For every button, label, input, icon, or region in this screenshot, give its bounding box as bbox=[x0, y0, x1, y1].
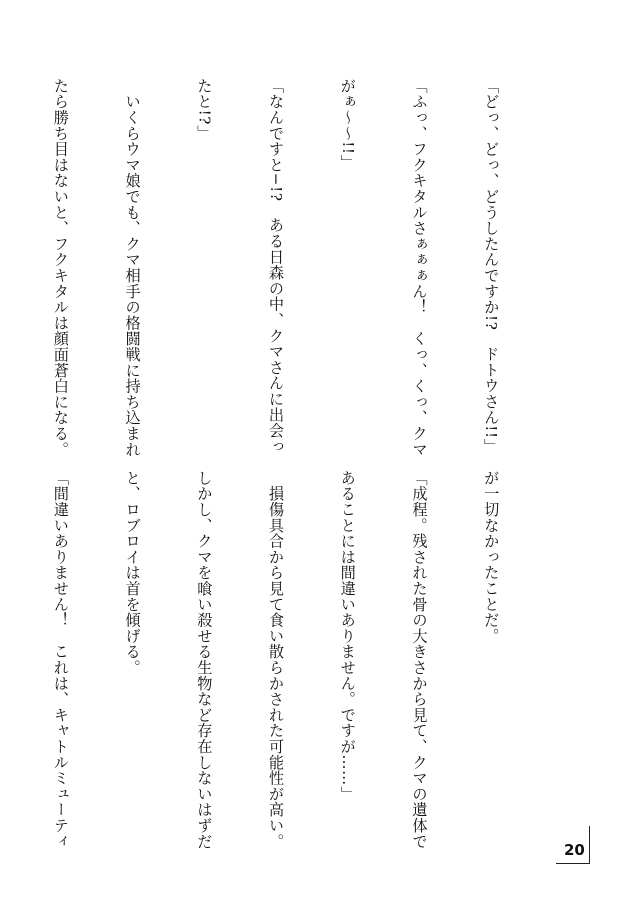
text-line: 「どっ、どっ、どうしたんですか!? ドトウさん!!」 bbox=[482, 78, 501, 455]
text-line: が一切なかったことだ。 bbox=[482, 470, 501, 644]
text-line: 「なんですと−!? ある日森の中、クマさんに出会っ bbox=[267, 78, 286, 455]
page-number-rule-vertical bbox=[589, 826, 590, 864]
text-line: 損傷具合から見て食い散らかされた可能性が高い。 bbox=[267, 470, 286, 850]
text-line: いくらウマ娘でも、クマ相手の格闘戦に持ち込まれ bbox=[123, 78, 142, 458]
text-line: 「間違いありません！ これは、キャトルミューティ bbox=[51, 470, 70, 850]
text-block-top bbox=[51, 78, 550, 458]
text-line: がぁ〜〜!!」 bbox=[338, 78, 357, 171]
text-line: 「ふっ、フクキタルさぁぁぁん！ くっ、くっ、クマ bbox=[410, 78, 429, 458]
page-number: 20 bbox=[564, 841, 585, 859]
text-line: しかし、クマを喰い殺せる生物など存在しないはずだ bbox=[195, 470, 214, 850]
text-line: あることには間違いありません。ですが……」 bbox=[338, 470, 357, 802]
text-line: たら勝ち目はないと、フクキタルは顔面蒼白になる。 bbox=[51, 78, 70, 458]
page-number-rule-horizontal bbox=[556, 863, 590, 864]
text-line: 「成程。残された骨の大きさから見て、クマの遺体で bbox=[410, 470, 429, 850]
text-line: たと!?」 bbox=[195, 78, 214, 141]
text-block-bottom bbox=[51, 470, 550, 850]
text-line: と、ロブロイは首を傾げる。 bbox=[123, 470, 142, 676]
